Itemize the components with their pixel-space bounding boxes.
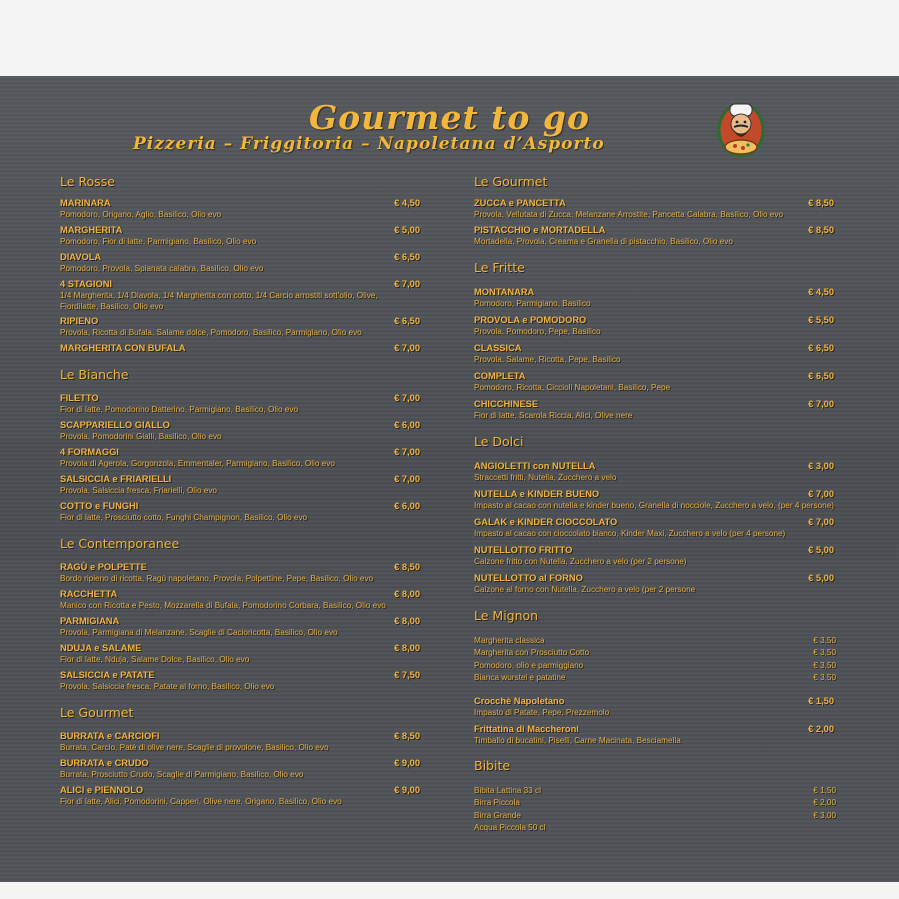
item-desc: Mortadella, Provola, Creama e Granella di pistacchio, Basilico, Olio evo	[474, 237, 733, 246]
item-price: € 8,50	[394, 562, 420, 572]
item-price: € 7,00	[808, 517, 834, 527]
item-price: € 6,50	[394, 252, 420, 262]
item-name: Bibita Lattina 33 cl	[474, 786, 541, 796]
item-name: SCAPPARIELLO GIALLO	[60, 420, 170, 430]
menu-item	[60, 447, 424, 469]
menu-item	[474, 343, 838, 365]
item-name: Pomodoro, olio e parmiggiano	[474, 660, 584, 670]
item-name: COMPLETA	[474, 371, 526, 381]
section-title-contemporanee: Le Contemporanee	[60, 536, 180, 551]
item-price: € 2,00	[808, 724, 834, 735]
item-name: ALICI e PIENNOLO	[60, 785, 144, 795]
item-desc: Provola, Salsiccia fresca, Friarielli, Olio evo	[60, 486, 217, 495]
menu-item	[474, 724, 838, 746]
menu-item	[474, 399, 838, 421]
menu-item	[60, 420, 424, 442]
menu-item	[474, 545, 838, 567]
item-price: € 8,50	[808, 225, 834, 235]
item-desc: Provola, Parmigiana di Melanzane, Scaglie di Cacioricotta, Basilico, Olio evo	[60, 628, 338, 637]
item-desc: Calzone al forno con Nutella, Zucchero a velo (per 2 persone	[474, 585, 696, 594]
menu-item	[474, 696, 838, 718]
item-price: € 7,00	[394, 343, 420, 353]
menu-item	[60, 225, 424, 247]
menu-item	[474, 315, 838, 337]
section-title-gourmet-right: Le Gourmet	[474, 174, 548, 189]
item-desc: Provola, Pomodoro, Pepe, Basilico	[474, 327, 601, 336]
item-name: NUTELLOTTO al FORNO	[474, 573, 583, 583]
menu-item	[60, 731, 424, 753]
item-desc: Fior di latte, Scarola Riccia, Alici, Olive nere	[474, 411, 633, 420]
menu-item	[60, 279, 424, 312]
item-price: € 5,00	[394, 225, 420, 235]
item-price: € 6,50	[394, 316, 420, 326]
item-price: € 9,00	[394, 758, 420, 768]
item-price: € 3,50	[813, 672, 836, 682]
item-desc: Impasto di Patate, Pepe, Prezzemolo	[474, 708, 610, 718]
menu-item	[60, 343, 424, 354]
item-desc: Pomodoro, Ricotta, Ciccioli Napoletani, Basilico, Pepe	[474, 383, 671, 392]
item-desc: Provola, Salame, Ricotta, Pepe, Basilico	[474, 355, 621, 364]
item-name: SALSICCIA e PATATE	[60, 670, 155, 680]
menu-item-simple	[474, 785, 838, 797]
menu-item	[60, 616, 424, 638]
section-title-gourmet-left: Le Gourmet	[60, 705, 134, 720]
item-name: BURRATA e CRUDO	[60, 758, 149, 768]
item-desc: Provola, Vellutata di Zucca, Melanzane Arrostite, Pancetta Calabra, Basilico, Olio evo	[474, 210, 784, 219]
item-name: Frittatina di Maccheroni	[474, 724, 579, 735]
menu-item-simple	[474, 660, 838, 672]
item-name: Bianca wurstel e patatine	[474, 672, 566, 682]
menu-item-simple	[474, 672, 838, 684]
menu-item	[474, 287, 838, 309]
item-name: RAGÙ e POLPETTE	[60, 562, 147, 572]
item-desc: Calzone fritto con Nutella, Zucchero a velo (per 2 persone)	[474, 557, 687, 566]
item-desc: 1/4 Margherita, 1/4 Diavola, 1/4 Margherita con cotto, 1/4 Carcio arrostiti sott’olio, Olive, Fiordilatte, Basilico, Olio evo	[60, 291, 378, 311]
item-name: COTTO e FUNGHI	[60, 501, 139, 511]
item-price: € 3,50	[813, 648, 836, 658]
item-desc: Pomodoro, Fior di latte, Parmigiano, Basilico, Olio evo	[60, 237, 257, 246]
section-title-mignon: Le Mignon	[474, 608, 539, 623]
item-name: Margherita con Prosciutto Cotto	[474, 648, 590, 658]
item-name: ANGIOLETTI con NUTELLA	[474, 461, 596, 471]
item-price: € 5,00	[808, 573, 834, 583]
item-price: € 8,00	[394, 589, 420, 599]
item-desc: Pomodoro, Parmigiano, Basilico	[474, 299, 591, 308]
item-name: Birra Grande	[474, 810, 521, 820]
item-price: € 6,50	[808, 343, 834, 353]
item-desc: Provola, Pomodorini Gialli, Basilico, Olio evo	[60, 432, 222, 441]
item-price: € 9,00	[394, 785, 420, 795]
item-desc: Provola, Ricotta di Bufala, Salame dolce, Pomodoro, Basilico, Parmigiano, Olio evo	[60, 328, 362, 337]
item-name: CHICCHINESE	[474, 399, 539, 409]
item-price: € 3,50	[813, 660, 836, 670]
item-desc: Pomodoro, Provola, Spianata calabra, Basilico, Olio evo	[60, 264, 264, 273]
section-title-bianche: Le Bianche	[60, 367, 129, 382]
item-price: € 3,00	[808, 461, 834, 471]
item-price: € 7,50	[394, 670, 420, 680]
item-price: € 7,00	[808, 489, 834, 499]
restaurant-title: Gourmet to go	[308, 98, 591, 137]
section-title-dolci: Le Dolci	[474, 434, 524, 449]
item-price: € 7,00	[808, 399, 834, 409]
item-name: PARMIGIANA	[60, 616, 120, 626]
menu-item	[474, 489, 838, 511]
item-price: € 7,00	[394, 474, 420, 484]
item-name: Acqua Piccola 50 cl	[474, 823, 546, 833]
item-desc: Straccetti fritti, Nutella, Zucchero a velo	[474, 473, 617, 482]
item-name: FILETTO	[60, 393, 99, 403]
menu-item-simple	[474, 647, 838, 659]
item-desc: Fior di latte, Alici, Pomodorini, Capperi, Olive nere, Origano, Basilico, Olio evo	[60, 797, 342, 806]
menu-item-simple	[474, 822, 838, 834]
menu-item	[60, 393, 424, 415]
item-name: PISTACCHIO e MORTADELLA	[474, 225, 606, 235]
item-price: € 1,50	[808, 696, 834, 707]
item-name: RACCHETTA	[60, 589, 118, 599]
menu-item	[474, 517, 838, 539]
item-name: ZUCCA e PANCETTA	[474, 198, 566, 208]
item-price: € 8,50	[808, 198, 834, 208]
item-price: € 3,50	[813, 636, 836, 645]
item-price: € 7,00	[394, 279, 420, 289]
menu-item	[60, 589, 424, 611]
item-desc: Impasto al cacao con nutella e kinder bueno, Granella di nocciole, Zucchero a velo, (per 4 persone)	[474, 501, 835, 510]
item-price: € 4,50	[808, 287, 834, 297]
menu-item	[60, 316, 424, 338]
menu-item	[474, 573, 838, 595]
item-name: MONTANARA	[474, 287, 535, 297]
item-price: € 1,50	[813, 786, 836, 796]
menu-item	[60, 474, 424, 496]
item-desc: Burrata, Prosciutto Crudo, Scaglie di Parmigiano, Basilico, Olio evo	[60, 770, 304, 779]
item-price: € 3,00	[813, 810, 836, 820]
item-price: € 8,00	[394, 616, 420, 626]
item-desc: Fior di latte, Pomodorino Datterino, Parmigiano, Basilico, Olio evo	[60, 405, 299, 414]
menu-item	[474, 198, 838, 220]
item-price: € 8,50	[394, 731, 420, 741]
item-name: CLASSICA	[474, 343, 522, 353]
item-name: BURRATA e CARCIOFI	[60, 731, 160, 741]
item-price: € 7,00	[394, 447, 420, 457]
item-name: MARINARA	[60, 198, 111, 208]
menu-item	[60, 252, 424, 274]
menu-board	[0, 76, 899, 882]
menu-item	[474, 461, 838, 483]
item-price: € 5,50	[808, 315, 834, 325]
menu-item	[60, 562, 424, 584]
section-title-rosse: Le Rosse	[60, 174, 115, 189]
item-name: NUTELLOTTO FRITTO	[474, 545, 573, 555]
menu-item	[60, 758, 424, 780]
menu-item	[60, 501, 424, 523]
item-name: 4 FORMAGGI	[60, 447, 119, 457]
item-price: € 4,50	[394, 198, 420, 208]
item-name: SALSICCIA e FRIARIELLI	[60, 474, 172, 484]
menu-item-simple	[474, 810, 838, 822]
item-price: € 6,50	[808, 371, 834, 381]
item-name: Birra Piccola	[474, 798, 520, 808]
item-name: GALAK e KINDER CIOCCOLATO	[474, 517, 618, 527]
item-price: € 8,00	[394, 643, 420, 653]
item-name: Margherita classica	[474, 636, 545, 645]
menu-item-simple	[474, 635, 838, 647]
item-desc: Fior di latte, Prosciutto cotto, Funghi Champignon, Basilico, Olio evo	[60, 513, 308, 522]
item-name: Crocchè Napoletano	[474, 696, 565, 707]
item-desc: Burrata, Carcio, Patè di olive nere, Scaglie di provolone, Basilico, Olio evo	[60, 743, 329, 752]
item-desc: Manico con Ricotta e Pesto, Mozzarella di Bufala, Pomodorino Corbara, Basilico, Olio evo	[60, 601, 386, 610]
item-name: 4 STAGIONI	[60, 279, 112, 289]
menu-item	[474, 371, 838, 393]
item-desc: Timballo di bucatini, Piselli, Carne Macinata, Besciamella	[474, 736, 681, 746]
menu-item	[60, 785, 424, 807]
item-desc: Provola di Agerola, Gorgonzola, Emmentaler, Parmigiano, Basilico, Olio evo	[60, 459, 335, 468]
item-name: PROVOLA e POMODORO	[474, 315, 587, 325]
section-title-fritte: Le Fritte	[474, 260, 525, 275]
item-desc: Provola, Salsiccia fresca, Patate al forno, Basilico, Olio evo	[60, 682, 275, 691]
menu-item	[60, 643, 424, 665]
menu-item	[60, 198, 424, 220]
restaurant-subtitle: Pizzeria – Friggitoria – Napoletana d’Asporto	[133, 134, 605, 154]
item-name: RIPIENO	[60, 316, 99, 326]
item-name: MARGHERITA	[60, 225, 123, 235]
menu-item-simple	[474, 797, 838, 809]
item-desc: Fior di latte, Nduja, Salame Dolce, Basilico, Olio evo	[60, 655, 250, 664]
menu-item	[60, 670, 424, 692]
item-desc: Bordo ripieno di ricotta, Ragù napoletano, Provola, Polpettine, Pepe, Basilico, Olio evo	[60, 574, 374, 583]
section-title-bibite: Bibite	[474, 758, 511, 774]
item-name: DIAVOLA	[60, 252, 102, 262]
pizza-chef-logo-icon	[716, 100, 766, 160]
item-price: € 5,00	[808, 545, 834, 555]
menu-item	[474, 225, 838, 247]
item-price: € 2,00	[813, 798, 836, 808]
item-desc: Pomodoro, Origano, Aglio, Basilico, Olio evo	[60, 210, 222, 219]
left-column	[60, 174, 424, 807]
item-price: € 6,00	[394, 501, 420, 511]
item-desc: Impasto al cacao con cioccolato bianco, Kinder Maxi, Zucchero a velo (per 4 persone)	[474, 529, 786, 538]
item-price: € 6,00	[394, 420, 420, 430]
item-name: MARGHERITA CON BUFALA	[60, 343, 186, 353]
item-name: NDUJA e SALAME	[60, 643, 142, 653]
item-price: € 7,00	[394, 393, 420, 403]
right-column	[474, 174, 838, 834]
item-name: NUTELLA e KINDER BUENO	[474, 489, 600, 499]
